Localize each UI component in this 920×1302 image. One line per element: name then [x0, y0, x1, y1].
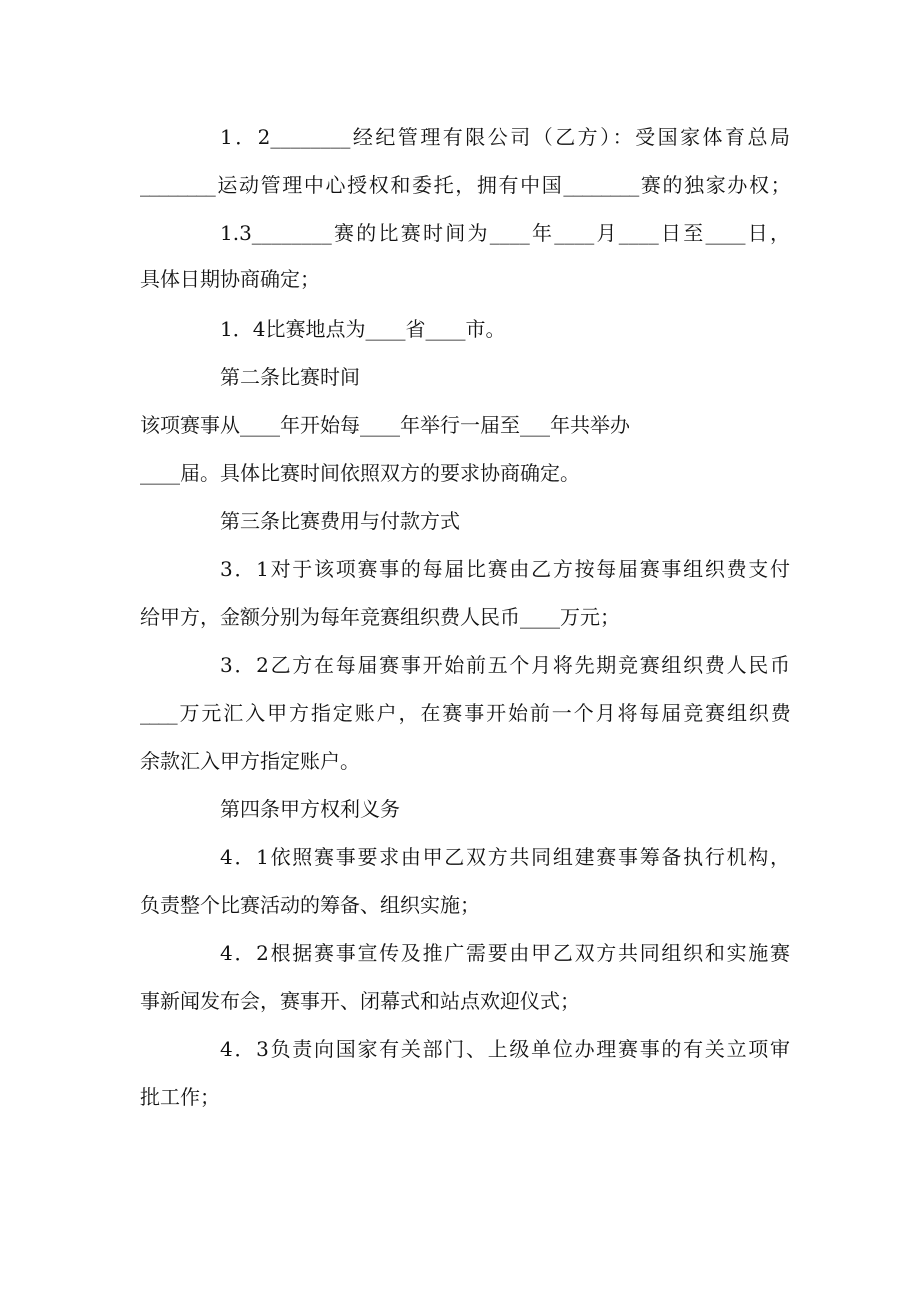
clause-1-4-line: 1．4比赛地点为____省____市。 [220, 317, 506, 341]
clause-4-3-line-2: 批工作； [140, 1085, 220, 1109]
clause-3-2-line-1: 3．2乙方在每届赛事开始前五个月将先期竞赛组织费人民币 [220, 653, 790, 677]
clause-4-2-line-2: 事新闻发布会，赛事开、闭幕式和站点欢迎仪式； [140, 989, 580, 1013]
clause-1-2-line-1: 1．2________经纪管理有限公司（乙方）：受国家体育总局 [220, 125, 790, 149]
article-3-heading: 第三条比赛费用与付款方式 [220, 509, 460, 533]
clause-1-2-line-2: ________运动管理中心授权和委托，拥有中国________赛的独家办权； [140, 173, 790, 197]
article-2-line-2: ____届。具体比赛时间依照双方的要求协商确定。 [140, 461, 580, 485]
clause-4-2-line-1: 4．2根据赛事宣传及推广需要由甲乙双方共同组织和实施赛 [220, 941, 790, 965]
clause-3-2-line-3: 余款汇入甲方指定账户。 [140, 749, 360, 773]
clause-1-3-line-1: 1.3________赛的比赛时间为____年____月____日至____日， [220, 221, 790, 245]
article-4-heading: 第四条甲方权利义务 [220, 797, 400, 821]
clause-4-3-line-1: 4．3负责向国家有关部门、上级单位办理赛事的有关立项审 [220, 1037, 790, 1061]
clause-3-2-line-2: ____万元汇入甲方指定账户，在赛事开始前一个月将每届竞赛组织费 [140, 701, 790, 725]
clause-3-1-line-1: 3．1对于该项赛事的每届比赛由乙方按每届赛事组织费支付 [220, 557, 790, 581]
clause-3-1-line-2: 给甲方，金额分别为每年竞赛组织费人民币____万元； [140, 605, 620, 629]
article-2-heading: 第二条比赛时间 [220, 365, 360, 389]
clause-4-1-line-1: 4．1依照赛事要求由甲乙双方共同组建赛事筹备执行机构， [220, 845, 790, 869]
article-2-line-1: 该项赛事从____年开始每____年举行一届至___年共举办 [140, 413, 630, 437]
clause-1-3-line-2: 具体日期协商确定； [140, 267, 320, 291]
clause-4-1-line-2: 负责整个比赛活动的筹备、组织实施； [140, 893, 480, 917]
